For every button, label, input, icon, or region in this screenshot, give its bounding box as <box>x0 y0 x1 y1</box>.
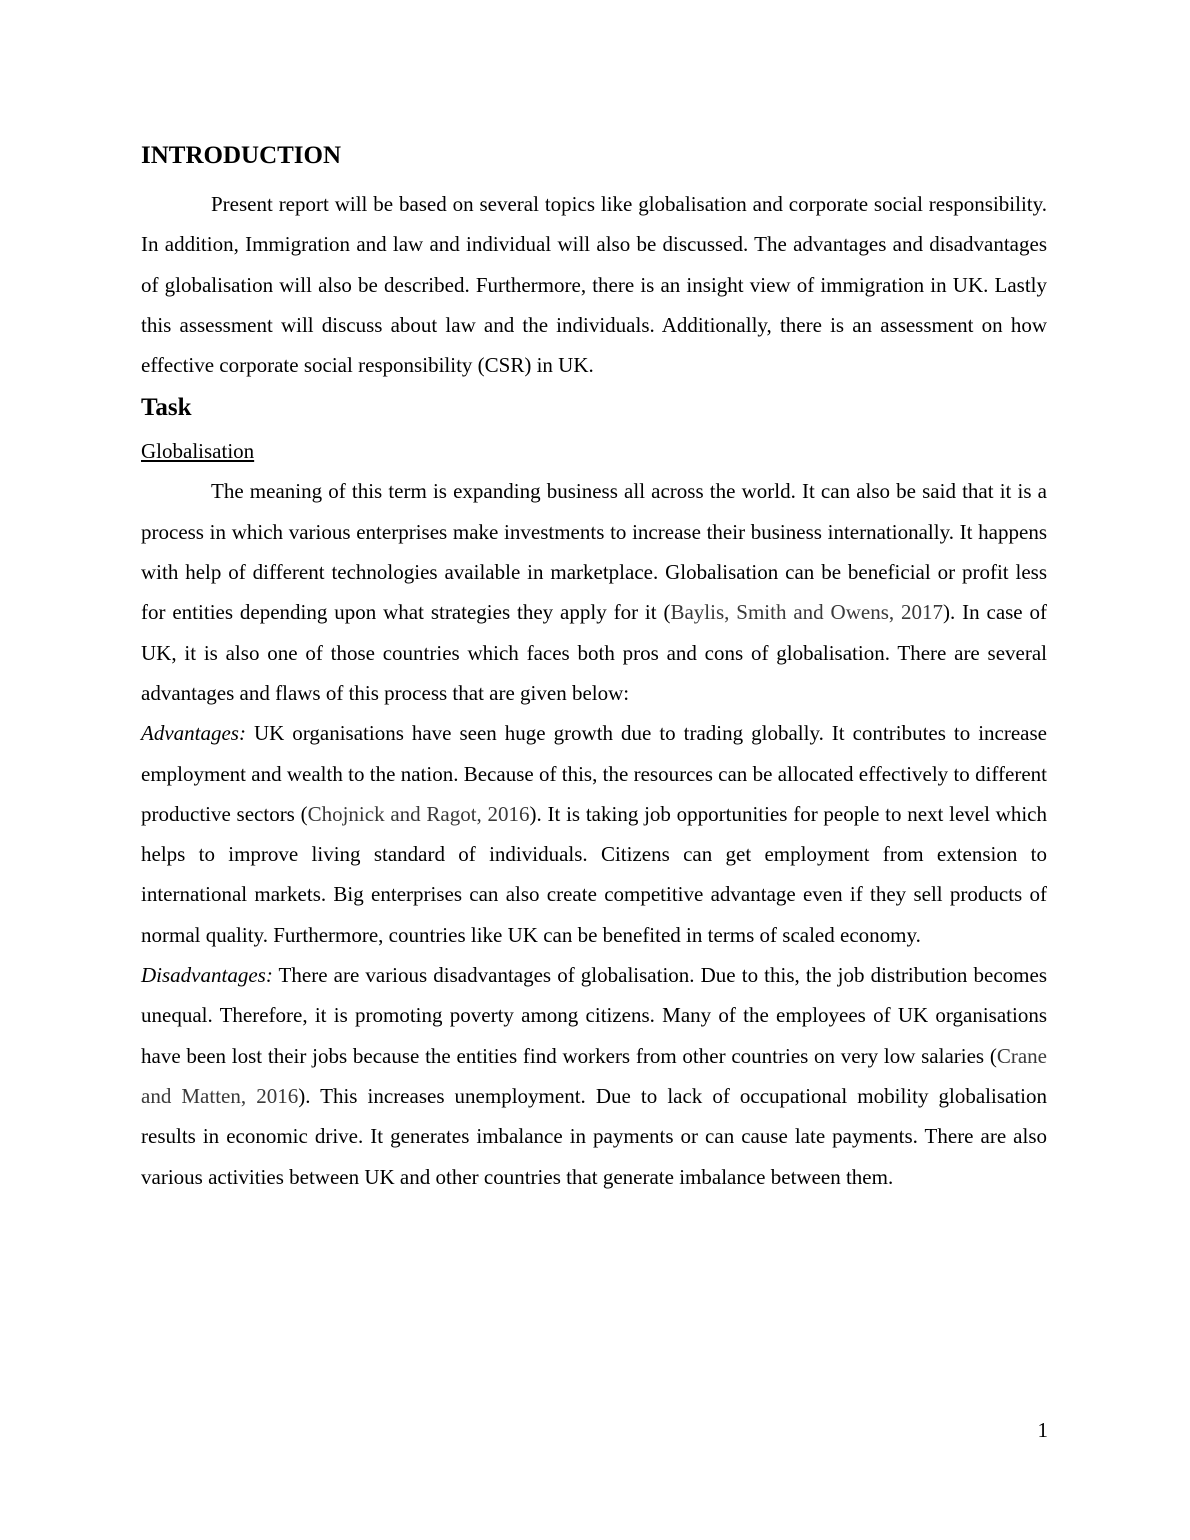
task-heading: Task <box>141 394 192 422</box>
globalisation-text-before: The meaning of this term is expanding business all across the world. It can also be said that it is a process in which various enterprises make investments to increase their business internationally. It happens with help of different technologies available in marketplace. Globalisation can be beneficial or profit less for entities depending upon what strategies they apply for it ( <box>141 479 1047 625</box>
advantages-label: Advantages: <box>141 721 246 746</box>
disadvantages-text-before: There are various disadvantages of globalisation. Due to this, the job distribution becomes unequal. Therefore, it is promoting poverty among citizens. Many of the employees of UK organisations have been lost their jobs because the entities find workers from other countries on very low salaries ( <box>141 963 1047 1068</box>
advantages-paragraph <box>141 713 1047 955</box>
disadvantages-text-after: ). This increases unemployment. Due to lack of occupational mobility globalisation results in economic drive. It generates imbalance in payments or can cause late payments. There are also various activities between UK and other countries that generate imbalance between them. <box>141 1083 1047 1189</box>
disadvantages-label: Disadvantages: <box>141 963 273 988</box>
introduction-paragraph: Present report will be based on several topics like globalisation and corporate social responsibility. In addition, Immigration and law and individual will also be discussed. The advantages and disadvantages of globalisation will also be described. Furthermore, there is an insight view of immigration in UK. Lastly this assessment will discuss about law and the individuals. Additionally, there is an assessment on how effective corporate social responsibility (CSR) in UK. <box>141 192 1047 378</box>
citation-baylis: Baylis, Smith and Owens, 2017 <box>670 600 943 625</box>
page-content <box>141 138 1047 1197</box>
introduction-heading: INTRODUCTION <box>141 142 342 169</box>
advantages-text-after: ). It is taking job opportunities for people to next level which helps to improve living standard of individuals. Citizens can get employment from extension to international markets. Big enterprises can also create competitive advantage even if they sell products of normal quality. Furthermore, countries like UK can be benefited in terms of scaled economy. <box>141 801 1047 947</box>
citation-chojnick: Chojnick and Ragot, 2016 <box>307 801 530 826</box>
globalisation-subheading: Globalisation <box>141 439 255 464</box>
page-number: 1 <box>1037 1418 1048 1442</box>
globalisation-paragraph <box>141 471 1047 713</box>
globalisation-text-after: ). In case of UK, it is also one of those countries which faces both pros and cons of globalisation. There are several advantages and flaws of this process that are given below: <box>141 600 1047 705</box>
advantages-text-before: UK organisations have seen huge growth due to trading globally. It contributes to increase employment and wealth to the nation. Because of this, the resources can be allocated effectively to different productive sectors ( <box>141 721 1047 826</box>
disadvantages-paragraph <box>141 955 1047 1197</box>
citation-crane: Crane and Matten, 2016 <box>141 1043 1047 1108</box>
